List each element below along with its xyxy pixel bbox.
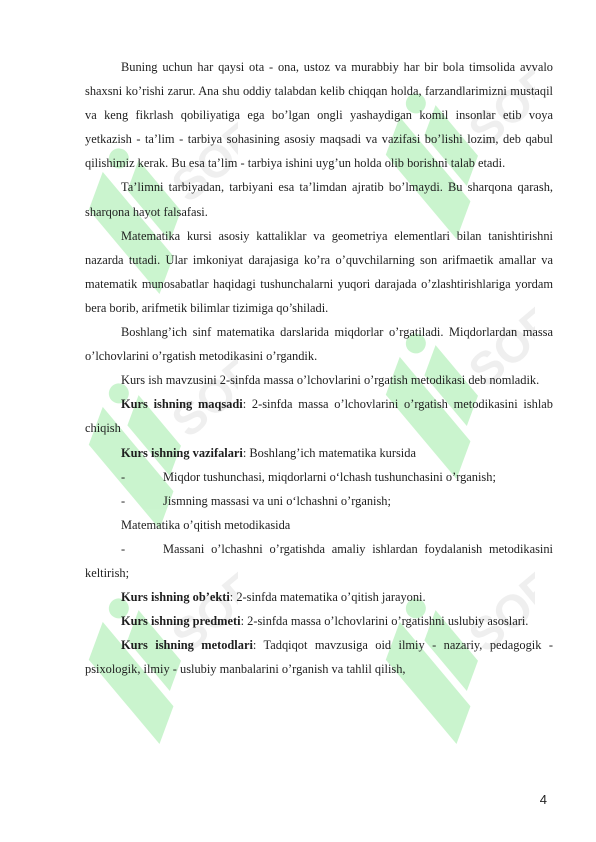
- labeled-paragraph: [85, 441, 553, 465]
- labeled-paragraph: [85, 633, 553, 681]
- paragraph-label: Kurs ishning vazifalari: [121, 445, 243, 460]
- bullet-dash: -: [121, 469, 126, 484]
- svg-text:SOFF: SOFF: [458, 55, 535, 157]
- bullet-text: Miqdor tushunchasi, miqdorlarni o‘lchash tushunchasini o’rganish;: [163, 469, 496, 484]
- labeled-paragraph: [85, 609, 553, 633]
- paragraph-text: : Tadqiqot mavzusiga oid ilmiy - nazariy, pedagogik - psixologik, ilmiy - uslubiy manbalarini o’rganish va tahlil qilish,: [85, 638, 553, 677]
- bullet-item: [85, 489, 553, 513]
- bullet-dash: -: [121, 541, 126, 556]
- paragraph: Matematika kursi asosiy kattaliklar va geometriya elementlari bilan tanishtirishni nazarda tutadi. Ular imkoniyat darajasiga ko’ra o’quvchilarning son arifmaetik amallar va matematik munosabatlar haqidagi tushunchalarni yuqori darajada o’zlashtirishlariga yordam bera borib, arifmetik bilimlar tizimiga qo’shiladi.: [85, 228, 553, 315]
- paragraph: Kurs ish mavzusini 2-sinfda massa o’lchovlarini o’rgatish metodikasi deb nomladik.: [121, 373, 540, 388]
- paragraph-text: : Boshlang’ich matematika kursida: [242, 445, 416, 460]
- svg-text:SOFF: SOFF: [161, 345, 238, 447]
- labeled-paragraph: [85, 392, 553, 440]
- page-number: 4: [539, 792, 547, 807]
- bullet-dash: -: [121, 493, 126, 508]
- paragraph-label: Kurs ishning predmeti: [121, 614, 241, 629]
- bullet-item: [85, 537, 553, 585]
- document-body: [85, 55, 553, 681]
- paragraph-label: Kurs ishning maqsadi: [121, 397, 243, 412]
- paragraph: Ta’limni tarbiyadan, tarbiyani esa ta’limdan ajratib bo’lmaydi. Bu sharqona qarash, sharqona hayot falsafasi.: [85, 180, 553, 219]
- bullet-item: [85, 465, 553, 489]
- svg-text:SOFF: SOFF: [458, 295, 535, 397]
- paragraph-text: : 2-sinfda massa o’lchovlarini o’rgatish metodikasini ishlab chiqish: [85, 397, 553, 436]
- bullet-text: Massani o’lchashni o’rgatishda amaliy ishlardan foydalanish metodikasini keltirish;: [85, 541, 553, 580]
- paragraph: Boshlang’ich sinf matematika darslarida miqdorlar o’rgatiladi. Miqdorlardan massa o’lchovlarini o’rgatish metodikasini o’rgandik.: [85, 325, 553, 364]
- paragraph-text: : 2-sinfda matematika o’qitish jarayoni.: [229, 590, 426, 605]
- bullet-text: Jismning massasi va uni o‘lchashni o’rganish;: [163, 493, 391, 508]
- labeled-paragraph: [85, 585, 553, 609]
- paragraph: Buning uchun har qaysi ota - ona, ustoz va murabbiy har bir bola timsolida avvalo shaxsni ko’rishi zarur. Ana shu oddiy talabdan kelib chiqqan holda, farzandlarimizni mustaqil va keng fikrlash qobiliyatiga ega bo’lgan ongli yashaydigan komil insonlar etib voya yetkazish - ta’lim - tarbiya sohasining asosiy maqsadi va vazifasi bo’lishi lozim, deb qabul qilishimiz kerak. Bu esa ta’lim - tarbiya ishini uyg’un holda olib borishni talab etadi.: [85, 60, 553, 171]
- svg-text:SOFF: SOFF: [458, 560, 535, 662]
- paragraph-label: Kurs ishning metodlari: [121, 638, 253, 653]
- paragraph: Matematika o’qitish metodikasida: [121, 517, 291, 532]
- paragraph-label: Kurs ishning ob’ekti: [121, 590, 230, 605]
- svg-text:SOFF: SOFF: [161, 110, 238, 212]
- paragraph-text: : 2-sinfda massa o’lchovlarini o’rgatishni uslubiy asoslari.: [240, 614, 529, 629]
- svg-text:SOFF: SOFF: [161, 560, 238, 662]
